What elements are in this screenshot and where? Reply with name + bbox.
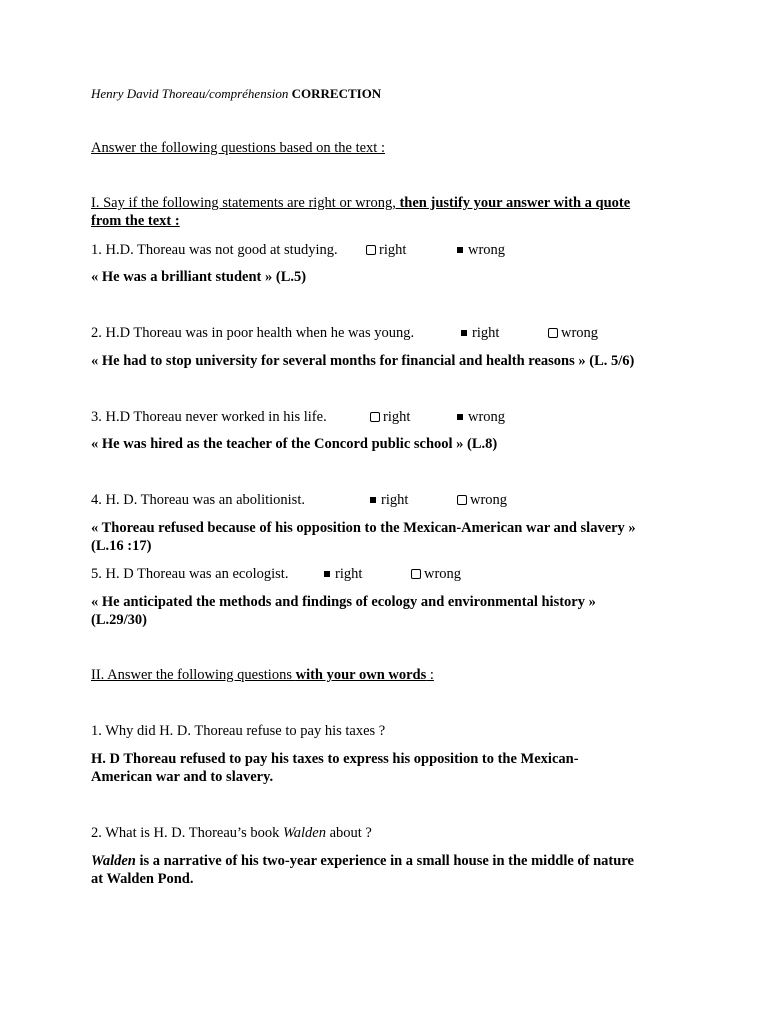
instructions: Answer the following questions based on the text : [91, 140, 385, 156]
title-correction: CORRECTION [291, 86, 382, 101]
answer-2-line2: at Walden Pond. [91, 871, 194, 887]
part1-heading-line2: from the text : [91, 213, 180, 229]
statement-1: 1. H.D. Thoreau was not good at studying. [91, 242, 338, 258]
question-2-end: about ? [325, 825, 372, 841]
answer-2-rest: is a narrative of his two-year experience in a small house in the middle of nature [135, 853, 634, 869]
statement-4: 4. H. D. Thoreau was an abolitionist. [91, 492, 305, 508]
part1-heading-bold: then justify your answer with a quote [399, 195, 631, 211]
checkbox-empty-icon [548, 328, 558, 338]
question-2-start: 2. What is H. D. Thoreau’s book [91, 825, 283, 841]
part2-heading-plain: II. Answer the following questions [91, 667, 296, 683]
quote-4: « Thoreau refused because of his opposition to the Mexican-American war and slavery » [91, 520, 636, 536]
part2-heading [91, 666, 434, 684]
question-1: 1. Why did H. D. Thoreau refuse to pay his taxes ? [91, 723, 386, 739]
part1-heading [91, 194, 630, 212]
checkbox-filled-icon [370, 497, 376, 503]
statement-5: 5. H. D Thoreau was an ecologist. [91, 566, 289, 582]
answer-1-line1: H. D Thoreau refused to pay his taxes to express his opposition to the Mexican- [91, 751, 579, 767]
option-right-4[interactable]: right [370, 491, 408, 509]
checkbox-empty-icon [411, 569, 421, 579]
title-italic: Henry David Thoreau/compréhension [91, 86, 289, 101]
option-wrong-3[interactable]: wrong [457, 408, 505, 426]
option-right-2[interactable]: right [461, 324, 499, 342]
quote-5: « He anticipated the methods and findings of ecology and environmental history » [91, 594, 596, 610]
part2-heading-bold: with your own words [295, 667, 427, 683]
checkbox-filled-icon [461, 330, 467, 336]
part1-heading-plain: I. Say if the following statements are right or wrong, [91, 195, 400, 211]
option-right-5[interactable]: right [324, 565, 362, 583]
document-title [91, 85, 381, 103]
checkbox-filled-icon [457, 414, 463, 420]
checkbox-empty-icon [457, 495, 467, 505]
checkbox-filled-icon [324, 571, 330, 577]
quote-1: « He was a brilliant student » (L.5) [91, 269, 307, 285]
option-right-3[interactable]: right [370, 408, 410, 426]
option-wrong-1[interactable]: wrong [457, 241, 505, 259]
statement-2: 2. H.D Thoreau was in poor health when he was young. [91, 325, 415, 341]
option-wrong-4[interactable]: wrong [457, 491, 507, 509]
answer-2-book-title: Walden [91, 853, 136, 869]
part2-heading-end: : [426, 667, 434, 683]
checkbox-empty-icon [370, 412, 380, 422]
checkbox-empty-icon [366, 245, 376, 255]
option-wrong-5[interactable]: wrong [411, 565, 461, 583]
checkbox-filled-icon [457, 247, 463, 253]
answer-1-line2: American war and to slavery. [91, 769, 274, 785]
option-right-1[interactable]: right [366, 241, 406, 259]
statement-3: 3. H.D Thoreau never worked in his life. [91, 409, 327, 425]
answer-2-line1 [91, 852, 634, 870]
quote-2: « He had to stop university for several months for financial and health reasons » (L. 5/6) [91, 353, 635, 369]
option-wrong-2[interactable]: wrong [548, 324, 598, 342]
question-2-book-title: Walden [282, 825, 326, 841]
quote-3: « He was hired as the teacher of the Concord public school » (L.8) [91, 436, 498, 452]
quote-5-ref: (L.29/30) [91, 612, 147, 628]
quote-4-ref: (L.16 :17) [91, 538, 152, 554]
question-2 [91, 824, 372, 842]
